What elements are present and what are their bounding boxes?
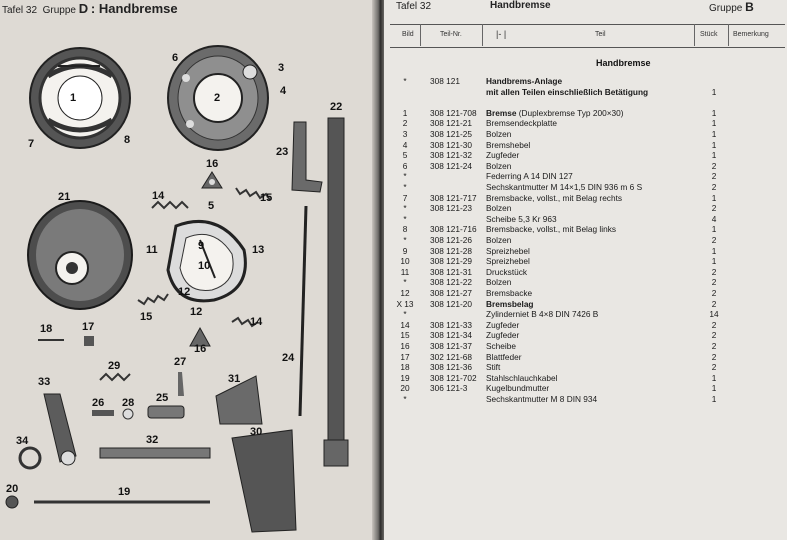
table-row [384,129,787,140]
col-teil: Teil [595,31,606,38]
row-bild: 2 [402,118,408,129]
row-teil: Bremsbacke, vollst., mit Belag rechts [486,192,623,203]
row-teil: Bremsbacke [486,288,533,298]
parts-drawing [0,0,376,540]
row-teilnr: 308 121-708 [430,107,477,118]
row-teilnr: 308 121-32 [430,150,472,161]
row-bild: 5 [402,150,408,161]
table-row [384,373,787,384]
table-row [384,288,787,299]
part-label: 15 [260,192,273,204]
row-bild: 8 [402,224,408,235]
left-tafel: Tafel 32 [2,5,38,16]
part-label: 31 [228,373,241,385]
row-bild: * [403,76,407,86]
row-teil: Druckstück [486,266,528,277]
row-teilnr: 308 121-30 [430,139,472,150]
table-row [384,277,787,288]
row-teilnr: 308 121-20 [430,298,472,309]
row-teil: Zylinderniet B 4×8 DIN 7426 B [486,309,599,320]
row-bild: 1 [402,107,408,118]
row-stueck: 1 [711,86,717,97]
table-row [384,224,787,235]
row-teilnr: 308 121-36 [430,362,472,373]
left-gruppe: Gruppe [42,5,76,16]
col-mark: |- | [496,29,507,39]
plate-part [148,406,184,418]
table-row [384,171,787,182]
spring-part [100,374,130,380]
brake-drum-part [28,201,132,309]
table-row [384,235,787,246]
col-divider [482,24,483,46]
row-teilnr: 308 121-22 [430,277,472,288]
row-bild: 16 [400,341,410,351]
row-teil: Kugelbundmutter [486,383,550,394]
table-row [384,87,787,98]
row-teil: Scheibe [486,341,516,351]
part-label: 21 [58,191,71,203]
part-label: 23 [276,146,289,158]
part-label: 14 [250,316,263,328]
col-bild: Bild [402,31,414,38]
part-label: 6 [172,52,179,64]
row-teilnr: 308 121-29 [430,256,472,267]
bolt-part [92,410,114,416]
row-teilnr: 308 121-37 [430,341,472,351]
row-teil: Sechskantmutter M 8 DIN 934 [486,394,598,404]
part-label: 8 [124,134,131,146]
part-label: 26 [92,397,105,409]
row-teil: Sechskantmutter M 14×1,5 DIN 936 m 6 S [486,182,643,192]
part-label: 16 [194,343,207,355]
washer-part [123,409,133,419]
part-label: 14 [152,190,165,202]
right-tafel: Tafel 32 [396,1,432,12]
table-row [384,383,787,394]
table-row [384,97,787,108]
row-stueck: 2 [711,277,717,288]
row-teil: Bolzen [486,160,512,171]
part-label: 30 [250,426,263,438]
right-title: Handbremse [490,0,551,11]
row-bild: 12 [400,288,410,298]
part-label: 24 [282,352,295,364]
part-label: 16 [206,158,219,170]
row-teilnr: 308 121-24 [430,160,472,171]
section-title: Handbremse [596,58,651,68]
bracket-part [292,122,322,192]
part-label: 19 [118,486,131,498]
row-bild: 20 [400,383,410,394]
col-divider [694,24,695,46]
table-row [384,320,787,331]
part-label: 29 [108,360,121,372]
row-stueck: 2 [711,266,717,277]
table-header [390,24,785,48]
part-label: 15 [140,311,153,323]
lever-end-part [324,440,348,466]
row-stueck: 2 [711,351,717,362]
row-stueck: 2 [711,160,717,171]
brake-assembly-part [30,48,130,148]
row-stueck: 14 [709,309,719,320]
row-stueck: 2 [711,362,717,373]
row-teil: Federring A 14 DIN 127 [486,171,573,182]
table-row [384,161,787,172]
right-gruppe [709,0,754,14]
col-stueck: Stück [700,31,718,38]
row-bild: 7 [402,192,408,203]
table-row [384,299,787,310]
row-bild: 9 [402,245,408,256]
row-teilnr: 308 121-31 [430,266,472,277]
row-teil: Bremshebel [486,139,531,150]
table-row [384,150,787,161]
row-bild: * [403,394,407,404]
row-teilnr: 308 121-21 [430,118,472,129]
row-teil: Spreizhebel [486,245,530,256]
row-stueck: 4 [711,213,717,224]
part-label: 34 [16,435,29,447]
row-teil: Blattfeder [486,351,522,362]
table-row [384,341,787,352]
spring-part [152,202,188,208]
table-row [384,362,787,373]
table-row [384,394,787,405]
row-stueck: 2 [711,341,717,351]
row-teil: Zugfeder [486,319,520,330]
row-stueck: 1 [711,139,717,150]
part-label: 4 [280,85,287,97]
row-teilnr: 306 121-3 [430,383,468,394]
part-label: 2 [214,92,221,104]
housing-part [232,430,296,532]
row-bild: 10 [400,256,410,267]
row-teilnr: 308 121-33 [430,319,472,330]
row-teil: Spreizhebel [486,256,530,267]
row-teilnr: 308 121-28 [430,245,472,256]
row-teilnr: 308 121-717 [430,192,477,203]
row-stueck: 2 [711,298,717,309]
row-bild: 3 [402,129,408,139]
row-teil: Bremse (Duplexbremse Typ 200×30) [486,107,624,118]
row-teil: Bremsbelag [486,298,534,309]
row-bild: * [403,213,407,224]
table-row [384,76,787,87]
part-label: 25 [156,392,169,404]
row-teilnr: 308 121-25 [430,129,472,139]
part-label: 33 [38,376,51,388]
row-stueck: 1 [711,224,717,235]
row-stueck: 2 [711,182,717,192]
row-teilnr: 308 121-26 [430,235,472,245]
lever-eye-part [61,451,75,465]
table-row [384,182,787,193]
row-bild: * [403,235,407,245]
row-stueck: 2 [711,235,717,245]
row-bild: 19 [400,372,410,383]
row-bild: 18 [400,362,410,373]
row-stueck: 2 [711,319,717,330]
circlip-part [20,448,40,468]
row-stueck: 1 [711,372,717,383]
shaft-part [100,448,210,458]
row-teil: Scheibe 5,3 Kr 963 [486,213,557,224]
row-stueck: 1 [711,118,717,129]
part-label: 5 [208,200,215,212]
row-stueck: 1 [711,245,717,256]
part-label: 12 [178,286,191,298]
table-row [384,246,787,257]
table-row [384,140,787,151]
leaf-spring-part [84,336,94,346]
lever-bar-part [328,118,344,448]
row-bild: 14 [400,319,410,330]
row-stueck: 2 [711,171,717,182]
table-row [384,108,787,119]
table-row [384,309,787,320]
right-gruppe-letter: B [745,0,754,14]
part-label: 10 [198,260,211,272]
row-teil: Bolzen [486,203,512,214]
row-bild: * [403,203,407,214]
row-teil: Bolzen [486,235,512,245]
row-bild: 11 [400,266,410,277]
left-page-illustration [0,0,376,540]
row-teil: Bremsbacke, vollst., mit Belag links [486,224,617,235]
part-label: 12 [190,306,203,318]
row-teil: Handbrems-Anlage [486,76,563,86]
row-bild: 15 [400,330,410,341]
row-bild: 17 [400,351,410,362]
part-label: 32 [146,434,159,446]
row-teilnr: 308 121-716 [430,224,477,235]
row-bild: 6 [402,160,408,171]
right-gruppe-label: Gruppe [709,3,743,14]
table-row [384,193,787,204]
part-label: 3 [278,62,285,74]
row-stueck: 1 [711,256,717,267]
nut-part [6,496,18,508]
part-label: 7 [28,138,35,150]
row-teilnr: 302 121-68 [430,351,472,362]
col-divider [420,24,421,46]
part-label: 17 [82,321,95,333]
row-teil: Stift [486,362,501,373]
row-bild: * [403,182,407,192]
row-teil: Zugfeder [486,330,520,341]
part-label: 9 [198,240,205,252]
table-row [384,267,787,278]
table-row [384,330,787,341]
row-stueck: 1 [711,150,717,161]
row-bild: X 13 [396,298,414,309]
table-row [384,352,787,363]
row-teil: Bolzen [486,277,512,288]
col-bemerkung: Bemerkung [733,31,769,38]
row-bild: * [403,277,407,288]
part-label: 28 [122,397,135,409]
spring-part [138,294,168,304]
row-teil: Bremsendeckplatte [486,118,558,129]
row-teilnr: 308 121-27 [430,288,472,298]
table-row [384,214,787,225]
row-stueck: 1 [711,192,717,203]
col-divider [728,24,729,46]
right-page-parts-list [384,0,787,540]
row-teil: mit allen Teilen einschließlich Betätigung [486,86,649,97]
col-teilnr: Teil-Nr. [440,31,462,38]
row-teil: Bolzen [486,129,512,139]
row-teil: Stahlschlauchkabel [486,372,558,383]
row-teilnr: 308 121-702 [430,372,477,383]
row-teilnr: 308 121 [430,76,460,86]
row-teilnr: 308 121-34 [430,330,472,341]
table-row [384,256,787,267]
part-label: 18 [40,323,53,335]
row-stueck: 2 [711,203,717,214]
washer-part [202,172,222,188]
row-stueck: 1 [711,394,717,404]
part-label: 13 [252,244,265,256]
row-stueck: 1 [711,129,717,139]
row-stueck: 1 [711,107,717,118]
row-stueck: 2 [711,330,717,341]
row-bild: * [403,309,407,320]
table-row [384,203,787,214]
row-teilnr: 308 121-23 [430,203,472,214]
part-label: 1 [70,92,77,104]
part-label: 27 [174,356,187,368]
pin-part [178,372,184,396]
part-label: 22 [330,101,343,113]
row-teil: Zugfeder [486,150,520,161]
left-title: : Handbremse [90,1,178,16]
row-stueck: 1 [711,383,717,394]
row-stueck: 2 [711,288,717,298]
part-label: 11 [146,244,158,256]
rod-part [300,206,306,416]
row-bild: 4 [402,139,408,150]
left-gruppe-letter: D [78,1,89,16]
part-label: 20 [6,483,19,495]
row-bild: * [403,171,407,182]
table-row [384,118,787,129]
